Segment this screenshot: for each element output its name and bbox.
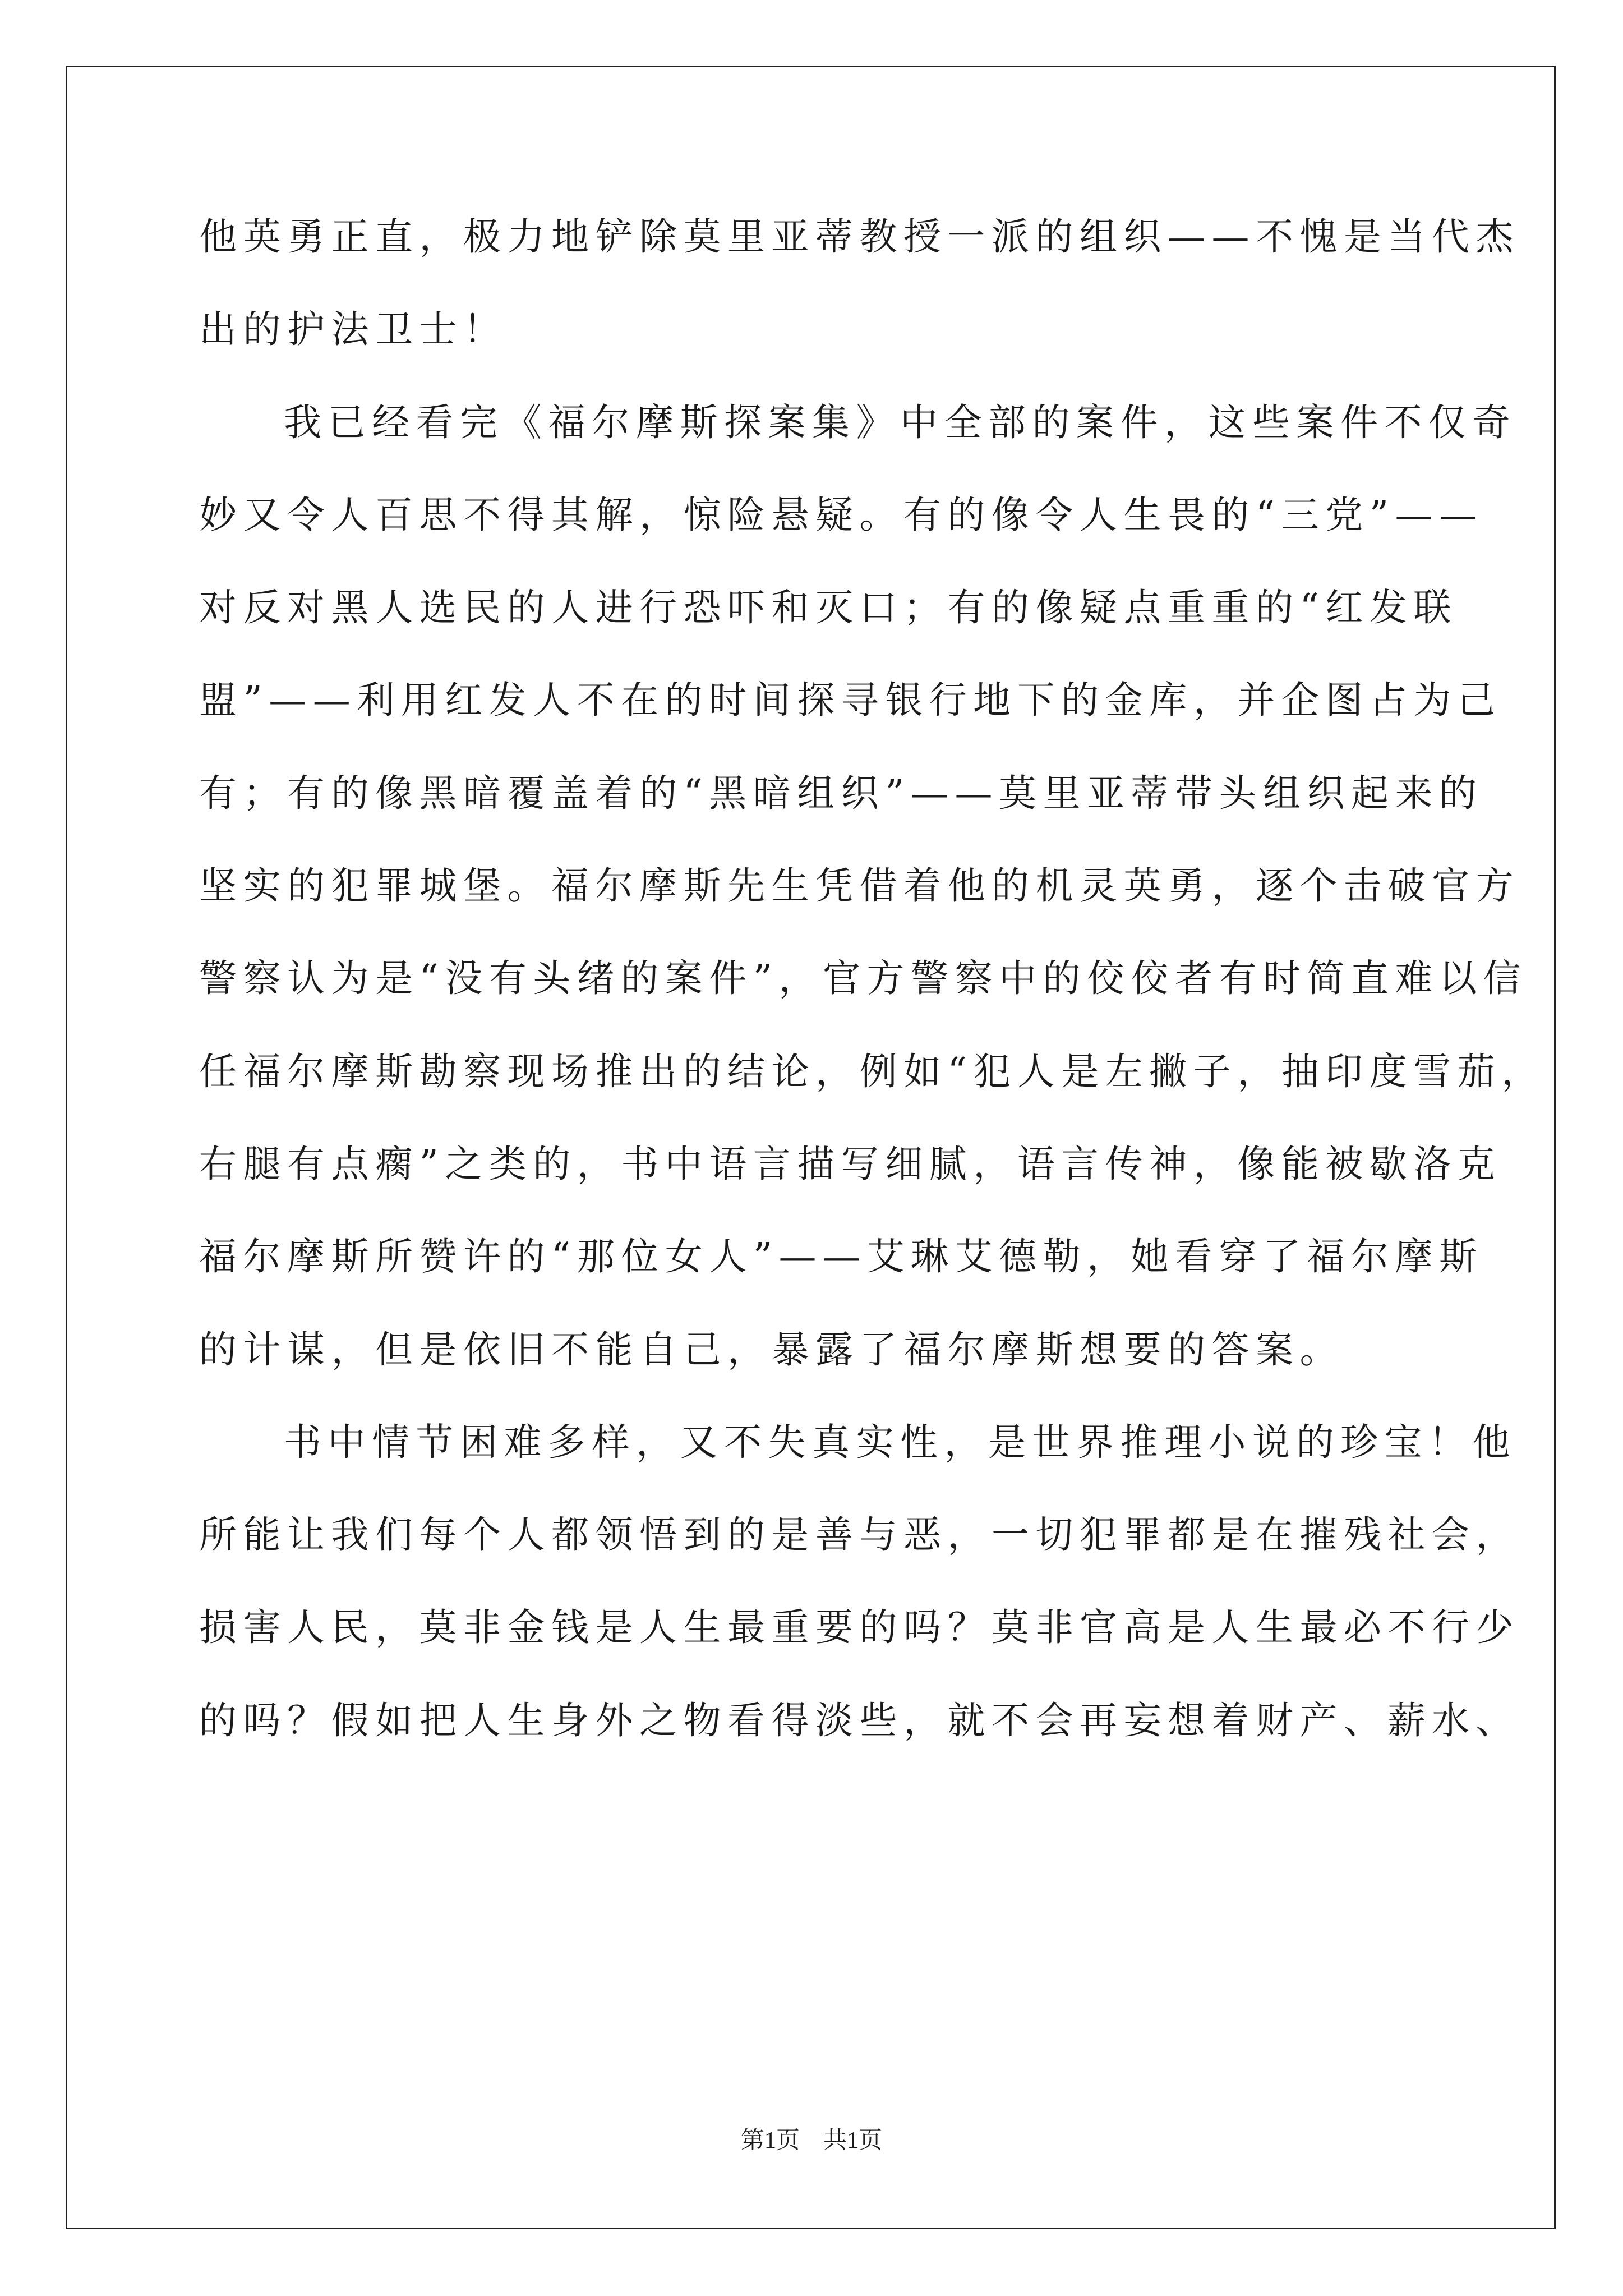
text-line: 警察认为是“没有头绪的案件”，官方警察中的佼佼者有时简直难以信 [199,956,1528,1001]
page-number: 第1页 [740,2128,800,2154]
text-line: 右腿有点瘸”之类的，书中语言描写细腻，语言传神，像能被歇洛克 [199,1142,1502,1186]
text-line: 任福尔摩斯勘察现场推出的结论，例如“犯人是左撇子，抽印度雪茄， [199,1049,1546,1093]
document-body [199,212,1546,1788]
text-line: 有；有的像黑暗覆盖着的“黑暗组织”——莫里亚蒂带头组织起来的 [199,771,1483,815]
text-line: 盟”——利用红发人不在的时间探寻银行地下的金库，并企图占为己 [199,678,1502,723]
text-line: 他英勇正直，极力地铲除莫里亚蒂教授一派的组织——不愧是当代杰 [199,215,1520,259]
page-total: 共1页 [823,2128,883,2154]
text-line: 损害人民，莫非金钱是人生最重要的吗？莫非官高是人生最必不行少 [199,1605,1520,1650]
paragraph-start-line: 书中情节困难多样，又不失真实性，是世界推理小说的珍宝！他 [284,1420,1516,1464]
text-line: 的吗？假如把人生身外之物看得淡些，就不会再妄想着财产、薪水、 [199,1698,1520,1742]
paragraph-start-line: 我已经看完《福尔摩斯探案集》中全部的案件，这些案件不仅奇 [284,400,1516,444]
page-footer [0,2122,1623,2155]
text-line: 所能让我们每个人都领悟到的是善与恶，一切犯罪都是在摧残社会， [199,1513,1520,1557]
text-line: 出的护法卫士！ [199,307,508,352]
text-line: 妙又令人百思不得其解，惊险悬疑。有的像令人生畏的“三党”—— [199,493,1483,537]
text-line: 的计谋，但是依旧不能自己，暴露了福尔摩斯想要的答案。 [199,1327,1344,1372]
text-line: 坚实的犯罪城堡。福尔摩斯先生凭借着他的机灵英勇，逐个击破官方 [199,864,1520,908]
text-line: 对反对黑人选民的人进行恐吓和灭口；有的像疑点重重的“红发联 [199,586,1458,630]
text-line: 福尔摩斯所赞许的“那位女人”——艾琳艾德勒，她看穿了福尔摩斯 [199,1235,1483,1279]
